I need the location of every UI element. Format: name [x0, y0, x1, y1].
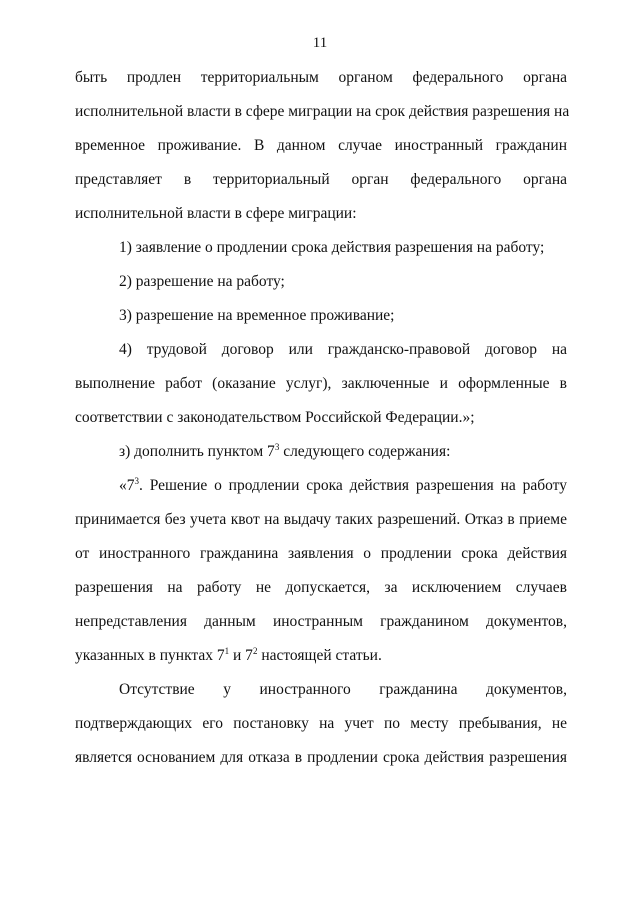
text-line: исполнительной власти в сфере миграции:	[75, 205, 357, 222]
list-item: 2) разрешение на работу;	[119, 273, 285, 290]
text-line: принимается без учета квот на выдачу таких разрешений. Отказ в приеме	[75, 511, 567, 528]
list-item: 4) трудовой договор или гражданско-правовой договор на	[119, 341, 567, 358]
text-line: представляет в территориальный орган федерального органа	[75, 171, 567, 188]
list-item-continuation: выполнение работ (оказание услуг), заключенные и оформленные в	[75, 375, 567, 392]
paragraph-absence-of-documents	[75, 673, 567, 775]
text-line: «$7^3$. Решение о продлении срока действия разрешения на работу	[119, 475, 567, 494]
amendment-intro	[75, 435, 567, 469]
text-line: указанных в пунктах $7^1$ и $7^2$ настоящей статьи.	[75, 645, 382, 664]
list-item: 3) разрешение на временное проживание;	[119, 307, 395, 324]
list-item-continuation: соответствии с законодательством Российской Федерации.»;	[75, 409, 475, 426]
text-line: непредставления данным иностранным гражданином документов,	[75, 613, 567, 630]
quoted-paragraph	[75, 469, 567, 673]
text-line: з) дополнить пунктом $7^3$ следующего содержания:	[119, 441, 451, 460]
text-line: быть продлен территориальным органом федерального органа	[75, 69, 567, 86]
page-number: 11	[312, 35, 328, 51]
text-line: Отсутствие у иностранного гражданина документов,	[119, 681, 567, 698]
text-line: разрешения на работу не допускается, за исключением случаев	[75, 579, 567, 596]
text-line: временное проживание. В данном случае иностранный гражданин	[75, 137, 567, 154]
text-line: исполнительной власти в сфере миграции на срок действия разрешения на	[75, 103, 570, 120]
text-line: подтверждающих его постановку на учет по месту пребывания, не	[75, 715, 567, 732]
text-line: является основанием для отказа в продлении срока действия разрешения	[75, 749, 567, 766]
required-documents-list	[75, 231, 567, 435]
list-item: 1) заявление о продлении срока действия разрешения на работу;	[119, 239, 545, 256]
document-body	[75, 61, 570, 775]
paragraph-extension-procedure	[75, 61, 570, 231]
text-line: от иностранного гражданина заявления о продлении срока действия	[75, 545, 567, 562]
